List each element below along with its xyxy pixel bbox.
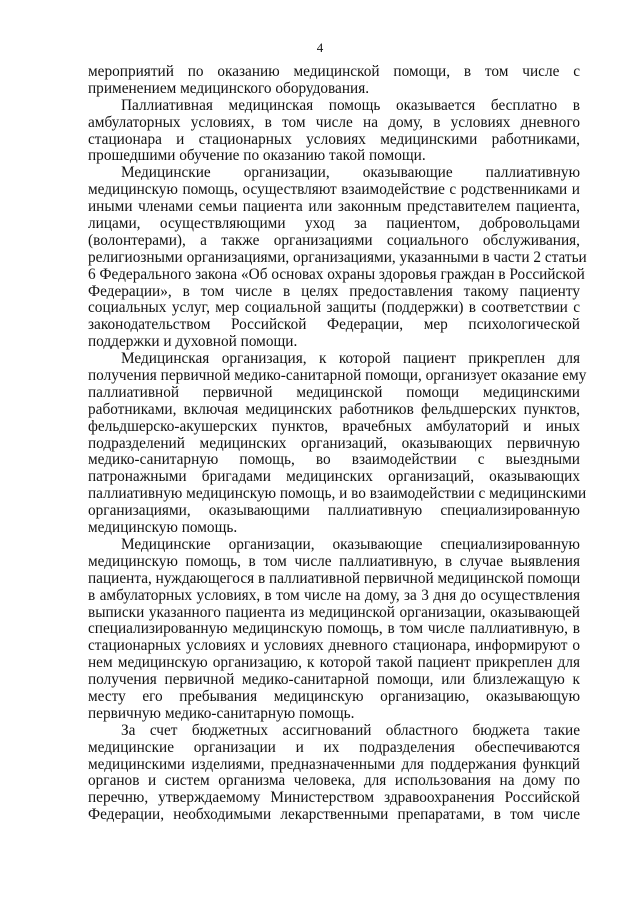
text-line: медицинскую помощь. <box>88 519 238 537</box>
text-line: нем медицинскую организацию, к которой такой пациент прикреплен для <box>88 654 580 672</box>
text-line: медицинскую помощь, в том числе паллиативную, в случае выявления <box>88 552 580 570</box>
page-number: 4 <box>316 40 324 55</box>
text-line: в амбулаторных условиях, в том числе на дому, за 3 дня до осуществления <box>88 586 580 604</box>
text-line: лицами, осуществляющими уход за пациентом, добровольцами <box>88 215 580 233</box>
text-line: паллиативной первичной медицинской помощи медицинскими <box>88 383 580 401</box>
text-line: поддержки и духовной помощи. <box>88 333 298 351</box>
text-line: религиозными организациями, организациями, указанными в части 2 статьи <box>88 248 587 266</box>
text-line: получения первичной медико-санитарной помощи, или близлежащую к <box>88 671 580 689</box>
text-line: стационара и стационарных условиях медицинскими работниками, <box>88 130 580 148</box>
text-line: иными членами семьи пациента или законным представителем пациента, <box>88 198 580 216</box>
text-line: специализированную медицинскую помощь, в том числе паллиативную, в <box>88 620 580 638</box>
text-line: (волонтерами), а также организациями социального обслуживания, <box>88 231 580 249</box>
text-line: фельдшерско-акушерских пунктов, врачебных амбулаторий и иных <box>88 417 580 435</box>
text-line: медико-санитарную помощь, во взаимодействии с выездными <box>88 451 580 469</box>
text-line: применением медицинского оборудования. <box>88 79 370 97</box>
text-line: медицинские организации и их подразделения обеспечиваются <box>88 738 580 756</box>
text-line: первичную медико-санитарную помощь. <box>88 704 355 722</box>
text-line: Медицинская организация, к которой пациент прикреплен для <box>121 350 580 368</box>
text-line: Медицинские организации, оказывающие паллиативную <box>121 164 580 182</box>
text-line: Медицинские организации, оказывающие специализированную <box>121 535 580 553</box>
text-line: перечню, утверждаемому Министерством здравоохранения Российской <box>88 789 580 807</box>
text-line: амбулаторных условиях, в том числе на дому, в условиях дневного <box>88 113 580 131</box>
text-line: медицинскую помощь, осуществляют взаимодействие с родственниками и <box>88 181 580 199</box>
text-line: паллиативную медицинскую помощь, и во взаимодействии с медицинскими <box>88 485 587 503</box>
text-line: получения первичной медико-санитарной помощи, организует оказание ему <box>88 367 587 385</box>
text-line: прошедшими обучение по оказанию такой помощи. <box>88 147 426 165</box>
text-line: организациями, оказывающими паллиативную специализированную <box>88 502 580 520</box>
text-line: 6 Федерального закона «Об основах охраны здоровья граждан в Российской <box>88 265 585 283</box>
document-body <box>88 63 587 824</box>
text-line: социальных услуг, мер социальной защиты (поддержки) в соответствии с <box>88 299 580 317</box>
text-line: Федерации, необходимыми лекарственными препаратами, в том числе <box>88 806 580 824</box>
text-line: законодательством Российской Федерации, мер психологической <box>88 316 580 334</box>
text-line: подразделений медицинских организаций, оказывающих первичную <box>88 434 580 452</box>
text-line: медицинскими изделиями, предназначенными для поддержания функций <box>88 755 580 773</box>
text-line: пациента, нуждающегося в паллиативной первичной медицинской помощи <box>88 569 581 587</box>
text-line: Паллиативная медицинская помощь оказывается бесплатно в <box>121 96 580 114</box>
text-line: работниками, включая медицинских работников фельдшерских пунктов, <box>88 400 580 418</box>
text-line: выписки указанного пациента из медицинской организации, оказывающей <box>88 603 580 621</box>
text-line: патронажными бригадами медицинских организаций, оказывающих <box>88 468 580 486</box>
text-line: мероприятий по оказанию медицинской помощи, в том числе с <box>88 63 580 80</box>
text-line: месту его пребывания медицинскую организацию, оказывающую <box>88 687 580 705</box>
text-line: стационарных условиях и условиях дневного стационара, информируют о <box>88 637 580 655</box>
text-line: Федерации», в том числе в целях предоставления такому пациенту <box>88 282 580 300</box>
text-line: органов и систем организма человека, для использования на дому по <box>88 772 580 790</box>
text-line: За счет бюджетных ассигнований областного бюджета такие <box>121 721 580 739</box>
